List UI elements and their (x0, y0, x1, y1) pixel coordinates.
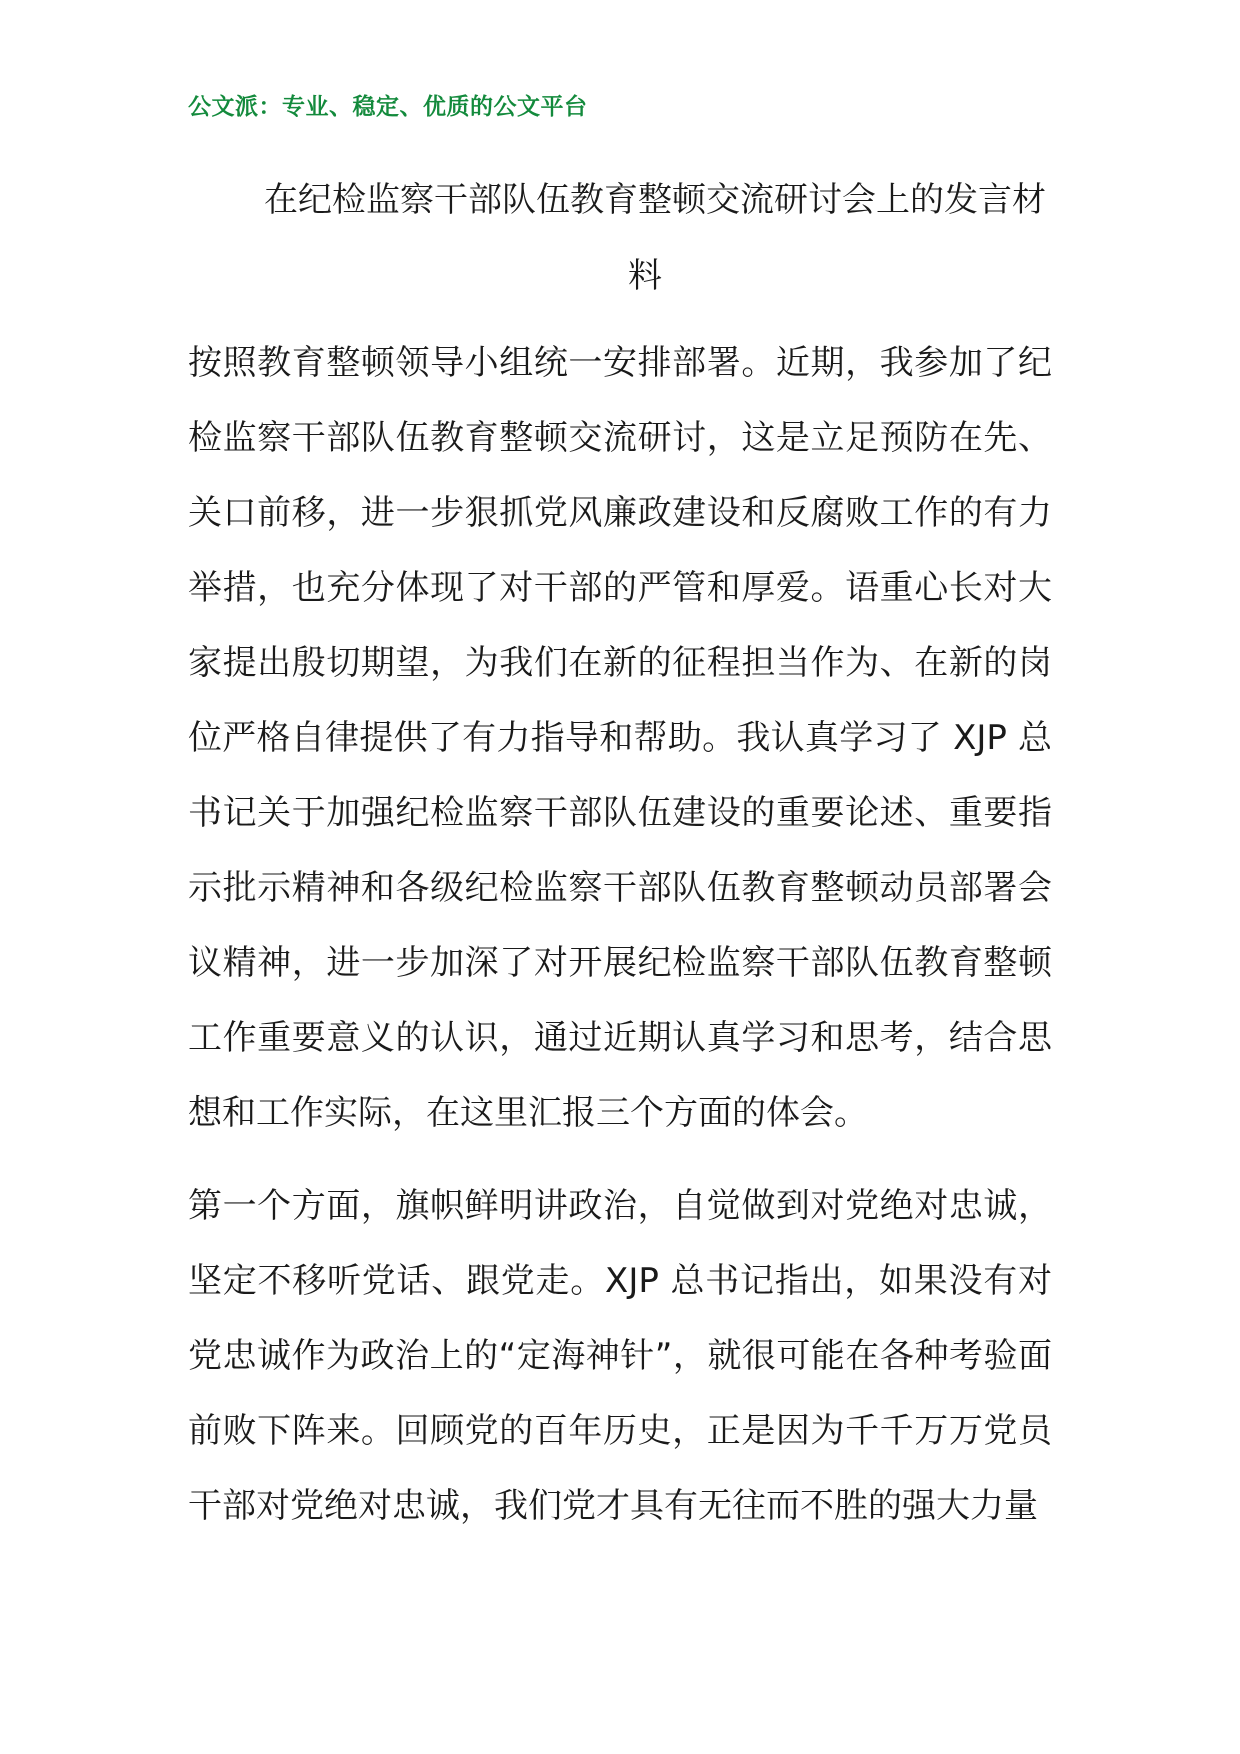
title-line-2: 料 (628, 256, 662, 296)
paragraph-intro: 按照教育整顿领导小组统一安排部署。近期，我参加了纪检监察干部队伍教育整顿交流研讨，这是立足预防在先、关口前移，进一步狠抓党风廉政建设和反腐败工作的有力举措，也充分体现了对干部的严管和厚爱。语重心长对大家提出殷切期望，为我们在新的征程担当作为、在新的岗位严格自律提供了有力指导和帮助。我认真学习了 XJP 总书记关于加强纪检监察干部队伍建设的重要论述、重要指示批示精神和各级纪检监察干部队伍教育整顿动员部署会议精神，进一步加深了对开展纪检监察干部队伍教育整顿工作重要意义的认识，通过近期认真学习和思考，结合思想和工作实际，在这里汇报三个方面的体会。 (188, 343, 1052, 1133)
document-body (188, 326, 1052, 1562)
paragraph-first-aspect: 第一个方面，旗帜鲜明讲政治，自觉做到对党绝对忠诚，坚定不移听党话、跟党走。XJP 总书记指出，如果没有对党忠诚作为政治上的“定海神针”，就很可能在各种考验面前败下阵来。回顾党的百年历史，正是因为千千万万党员干部对党绝对忠诚，我们党才具有无往而不胜的强大力量 (188, 1186, 1052, 1526)
title-line-1: 在纪检监察干部队伍教育整顿交流研讨会上的发言材 (264, 180, 1046, 220)
document-title (188, 162, 1052, 314)
header-brand: 公文派：专业、稳定、优质的公文平台 (188, 94, 588, 120)
